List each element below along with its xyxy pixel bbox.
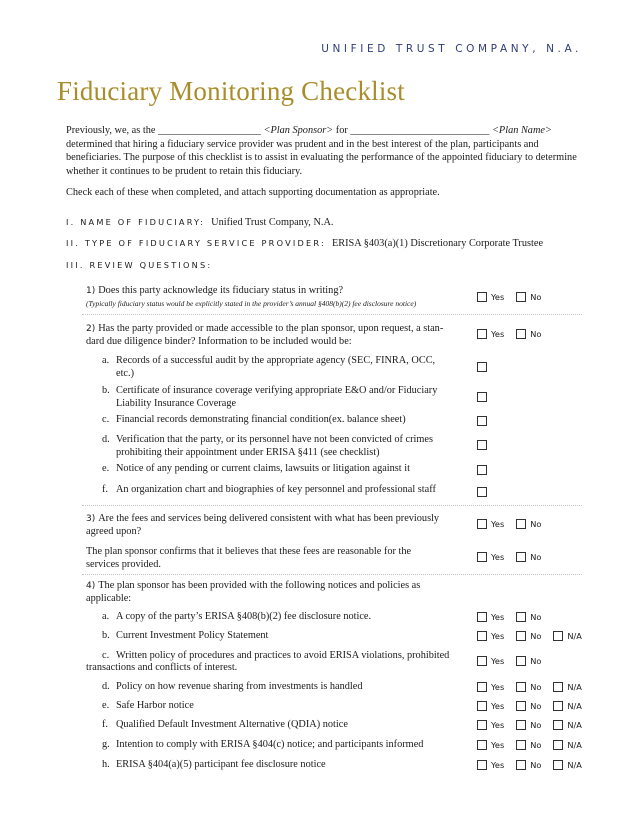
option-label: No xyxy=(530,552,542,562)
item-key: c. xyxy=(102,650,110,661)
checkbox-box[interactable] xyxy=(477,720,487,730)
q2a-option xyxy=(477,362,491,372)
option-label: No xyxy=(530,519,542,529)
q4g-options xyxy=(477,740,594,750)
yes-checkbox[interactable] xyxy=(477,656,504,666)
item-line: prohibiting their appointment under ERISA §411 (see checklist) xyxy=(116,446,380,458)
question-text: Does this party acknowledge its fiduciary status in writing? xyxy=(98,285,344,296)
option-label: No xyxy=(530,760,542,770)
checkbox-box[interactable] xyxy=(553,720,563,730)
checkbox-box[interactable] xyxy=(477,552,487,562)
item-key: a. xyxy=(102,355,110,366)
item-key: f. xyxy=(102,719,109,730)
checkbox[interactable] xyxy=(477,465,487,475)
q4d-options xyxy=(477,682,594,692)
option-label: Yes xyxy=(491,760,505,770)
yes-checkbox[interactable] xyxy=(477,552,504,562)
q4f-options xyxy=(477,720,594,730)
section-label: I. NAME OF FIDUCIARY: xyxy=(66,217,206,227)
item-text: Policy on how revenue sharing from investments is handled xyxy=(116,681,363,692)
no-checkbox[interactable] xyxy=(516,292,541,302)
item-line: etc.) xyxy=(116,367,135,379)
question-text-cont: applicable: xyxy=(86,592,132,604)
no-checkbox[interactable] xyxy=(516,740,541,750)
question-note: (Typically fiduciary status would be explicitly stated in the provider’s annual §408(b)(2) fee disclosure notice) xyxy=(86,298,417,308)
question-2 xyxy=(86,323,466,348)
yes-checkbox[interactable] xyxy=(477,760,504,770)
q4h-options xyxy=(477,760,594,770)
intro-text-c: determined that hiring a fiduciary service provider was prudent and in the best interest of the plan, participants and beneficiaries. The purpose of this checklist is to assist in evaluating the performance of the appointed fiduciary to determine whether it continues to be prudent to retain this fiduciary. xyxy=(66,138,577,177)
na-checkbox[interactable] xyxy=(553,631,581,641)
item-line: Written policy of procedures and practices to avoid ERISA violations, prohibited xyxy=(116,650,450,661)
item-key: b. xyxy=(102,385,110,396)
option-label: N/A xyxy=(567,740,582,750)
option-label: Yes xyxy=(491,329,505,339)
checkbox-box[interactable] xyxy=(516,329,526,339)
option-label: No xyxy=(530,701,542,711)
checkbox-box[interactable] xyxy=(553,682,563,692)
na-checkbox[interactable] xyxy=(553,682,581,692)
page-title: Fiduciary Monitoring Checklist xyxy=(57,76,405,106)
no-checkbox[interactable] xyxy=(516,631,541,641)
checkbox-box[interactable] xyxy=(516,656,526,666)
checkbox[interactable] xyxy=(477,440,487,450)
question-text: Are the fees and services being delivered consistent with what has been previously xyxy=(98,513,440,524)
item-key: c. xyxy=(102,414,110,425)
yes-checkbox[interactable] xyxy=(477,292,504,302)
yes-checkbox[interactable] xyxy=(477,631,504,641)
checkbox-box[interactable] xyxy=(477,329,487,339)
item-key: h. xyxy=(102,759,110,770)
item-text: A copy of the party’s ERISA §408(b)(2) fee disclosure notice. xyxy=(116,611,372,622)
item-line: Liability Insurance Coverage xyxy=(116,397,237,409)
checkbox-box[interactable] xyxy=(516,292,526,302)
plan-name-placeholder: <Plan Name> xyxy=(491,125,552,136)
option-label: N/A xyxy=(567,631,582,641)
item-text xyxy=(116,355,476,380)
item-line: Records of a successful audit by the appropriate agency (SEC, FINRA, OCC, xyxy=(116,355,436,366)
yes-checkbox[interactable] xyxy=(477,612,504,622)
option-label: No xyxy=(530,720,542,730)
na-checkbox[interactable] xyxy=(553,720,581,730)
item-line: transactions and conflicts of interest. xyxy=(86,662,238,673)
item-text xyxy=(116,650,476,663)
q3-confirmation xyxy=(86,546,466,571)
instruction-text: Check each of these when completed, and attach supporting documentation as appropriate. xyxy=(66,187,440,198)
yes-checkbox[interactable] xyxy=(477,701,504,711)
intro-text-a: Previously, we, as the ____________________ xyxy=(66,125,264,136)
q2b-option xyxy=(477,392,491,402)
checkbox-box[interactable] xyxy=(477,519,487,529)
item-line: Certificate of insurance coverage verifying appropriate E&O and/or Fiduciary xyxy=(116,385,438,396)
option-label: No xyxy=(530,656,542,666)
checkbox-box[interactable] xyxy=(516,612,526,622)
checkbox[interactable] xyxy=(477,392,487,402)
item-key: a. xyxy=(102,611,110,622)
option-label: Yes xyxy=(491,740,505,750)
q4e-options xyxy=(477,701,594,711)
na-checkbox[interactable] xyxy=(553,760,581,770)
item-text xyxy=(116,434,476,459)
checkbox-box[interactable] xyxy=(553,740,563,750)
option-label: No xyxy=(530,682,542,692)
checkbox-box[interactable] xyxy=(477,701,487,711)
question-number: 4) xyxy=(86,581,96,591)
divider xyxy=(82,574,582,575)
section-review-questions xyxy=(66,260,218,271)
option-label: No xyxy=(530,292,542,302)
option-label: Yes xyxy=(491,720,505,730)
question-number: 1) xyxy=(86,286,96,296)
q2c-option xyxy=(477,416,491,426)
yes-checkbox[interactable] xyxy=(477,720,504,730)
divider xyxy=(82,505,582,506)
no-checkbox[interactable] xyxy=(516,519,541,529)
option-label: No xyxy=(530,740,542,750)
plan-sponsor-placeholder: <Plan Sponsor> xyxy=(263,125,334,136)
no-checkbox[interactable] xyxy=(516,760,541,770)
option-label: Yes xyxy=(491,631,505,641)
checkbox-box[interactable] xyxy=(516,519,526,529)
item-text: Current Investment Policy Statement xyxy=(116,630,269,641)
section-name-of-fiduciary xyxy=(66,217,333,228)
q4b-options xyxy=(477,631,594,641)
checkbox-box[interactable] xyxy=(477,740,487,750)
option-label: N/A xyxy=(567,760,582,770)
option-label: Yes xyxy=(491,612,505,622)
q4c-options xyxy=(477,656,553,666)
no-checkbox[interactable] xyxy=(516,552,541,562)
option-label: Yes xyxy=(491,682,505,692)
option-label: N/A xyxy=(567,701,582,711)
question-text: The plan sponsor has been provided with the following notices and policies as xyxy=(98,580,421,591)
question-text: Has the party provided or made accessible to the plan sponsor, upon request, a stan- xyxy=(98,323,444,334)
section-value: Unified Trust Company, N.A. xyxy=(211,217,334,228)
option-label: Yes xyxy=(491,701,505,711)
item-key: d. xyxy=(102,681,110,692)
intro-paragraph xyxy=(66,124,580,178)
checkbox-box[interactable] xyxy=(516,740,526,750)
q4-item-c-cont xyxy=(86,662,237,675)
yes-checkbox[interactable] xyxy=(477,519,504,529)
checkbox-box[interactable] xyxy=(477,682,487,692)
checkbox-box[interactable] xyxy=(516,701,526,711)
q2-options xyxy=(477,329,553,339)
checkbox-box[interactable] xyxy=(477,760,487,770)
option-label: Yes xyxy=(491,552,505,562)
question-text-cont: agreed upon? xyxy=(86,525,142,537)
checkbox-box[interactable] xyxy=(516,682,526,692)
question-1 xyxy=(86,285,466,310)
no-checkbox[interactable] xyxy=(516,329,541,339)
checkbox-box[interactable] xyxy=(477,631,487,641)
item-text: Intention to comply with ERISA §404(c) notice; and participants informed xyxy=(116,739,424,750)
question-3 xyxy=(86,513,466,538)
checkbox-box[interactable] xyxy=(516,631,526,641)
question-number: 3) xyxy=(86,514,96,524)
option-label: No xyxy=(530,612,542,622)
q2d-option xyxy=(477,440,491,450)
option-label: N/A xyxy=(567,720,582,730)
option-label: No xyxy=(530,631,542,641)
confirmation-text-cont: services provided. xyxy=(86,558,161,570)
no-checkbox[interactable] xyxy=(516,720,541,730)
confirmation-text: The plan sponsor confirms that it believes that these fees are reasonable for the xyxy=(86,546,412,557)
checkbox-box[interactable] xyxy=(553,760,563,770)
option-label: N/A xyxy=(567,682,582,692)
q1-options xyxy=(477,292,553,302)
question-number: 2) xyxy=(86,324,96,334)
checkbox-box[interactable] xyxy=(553,701,563,711)
checkbox-box[interactable] xyxy=(516,720,526,730)
item-key: f. xyxy=(102,484,109,495)
checkbox-box[interactable] xyxy=(553,631,563,641)
q3-confirm-options xyxy=(477,552,553,562)
intro-text-b: for ___________________________ xyxy=(333,125,492,136)
yes-checkbox[interactable] xyxy=(477,329,504,339)
q3-options xyxy=(477,519,553,529)
item-line: Verification that the party, or its personnel have not been convicted of crimes xyxy=(116,434,433,445)
no-checkbox[interactable] xyxy=(516,682,541,692)
item-key: g. xyxy=(102,739,110,750)
item-text: Qualified Default Investment Alternative (QDIA) notice xyxy=(116,719,348,730)
checkbox[interactable] xyxy=(477,487,487,497)
question-4 xyxy=(86,580,466,605)
checkbox-box[interactable] xyxy=(516,760,526,770)
item-text: Safe Harbor notice xyxy=(116,700,194,711)
item-text: Notice of any pending or current claims, lawsuits or litigation against it xyxy=(116,463,410,474)
section-label: III. REVIEW QUESTIONS: xyxy=(66,260,213,270)
divider xyxy=(82,314,582,315)
yes-checkbox[interactable] xyxy=(477,682,504,692)
item-text: Financial records demonstrating financial condition(ex. balance sheet) xyxy=(116,414,406,425)
checkbox-box[interactable] xyxy=(477,292,487,302)
company-name: UNIFIED TRUST COMPANY, N.A. xyxy=(321,43,582,55)
checkbox-box[interactable] xyxy=(516,552,526,562)
item-key: d. xyxy=(102,434,110,445)
option-label: Yes xyxy=(491,292,505,302)
no-checkbox[interactable] xyxy=(516,656,541,666)
item-key: e. xyxy=(102,700,110,711)
option-label: Yes xyxy=(491,519,505,529)
option-label: Yes xyxy=(491,656,505,666)
item-key: b. xyxy=(102,630,110,641)
na-checkbox[interactable] xyxy=(553,740,581,750)
section-label: II. TYPE OF FIDUCIARY SERVICE PROVIDER: xyxy=(66,238,326,248)
item-key: e. xyxy=(102,463,110,474)
q4a-options xyxy=(477,612,553,622)
q2f-option xyxy=(477,487,491,497)
na-checkbox[interactable] xyxy=(553,701,581,711)
item-text: ERISA §404(a)(5) participant fee disclosure notice xyxy=(116,759,326,770)
section-type-of-provider xyxy=(66,238,543,249)
checkbox[interactable] xyxy=(477,416,487,426)
q2e-option xyxy=(477,465,491,475)
option-label: No xyxy=(530,329,542,339)
no-checkbox[interactable] xyxy=(516,612,541,622)
section-value: ERISA §403(a)(1) Discretionary Corporate Trustee xyxy=(331,238,544,249)
item-text: An organization chart and biographies of key personnel and professional staff xyxy=(116,484,436,495)
no-checkbox[interactable] xyxy=(516,701,541,711)
checkbox-box[interactable] xyxy=(477,656,487,666)
checkbox[interactable] xyxy=(477,362,487,372)
item-text xyxy=(116,385,476,410)
question-text-cont: dard due diligence binder? Information to be included would be: xyxy=(86,335,352,347)
checkbox-box[interactable] xyxy=(477,612,487,622)
yes-checkbox[interactable] xyxy=(477,740,504,750)
